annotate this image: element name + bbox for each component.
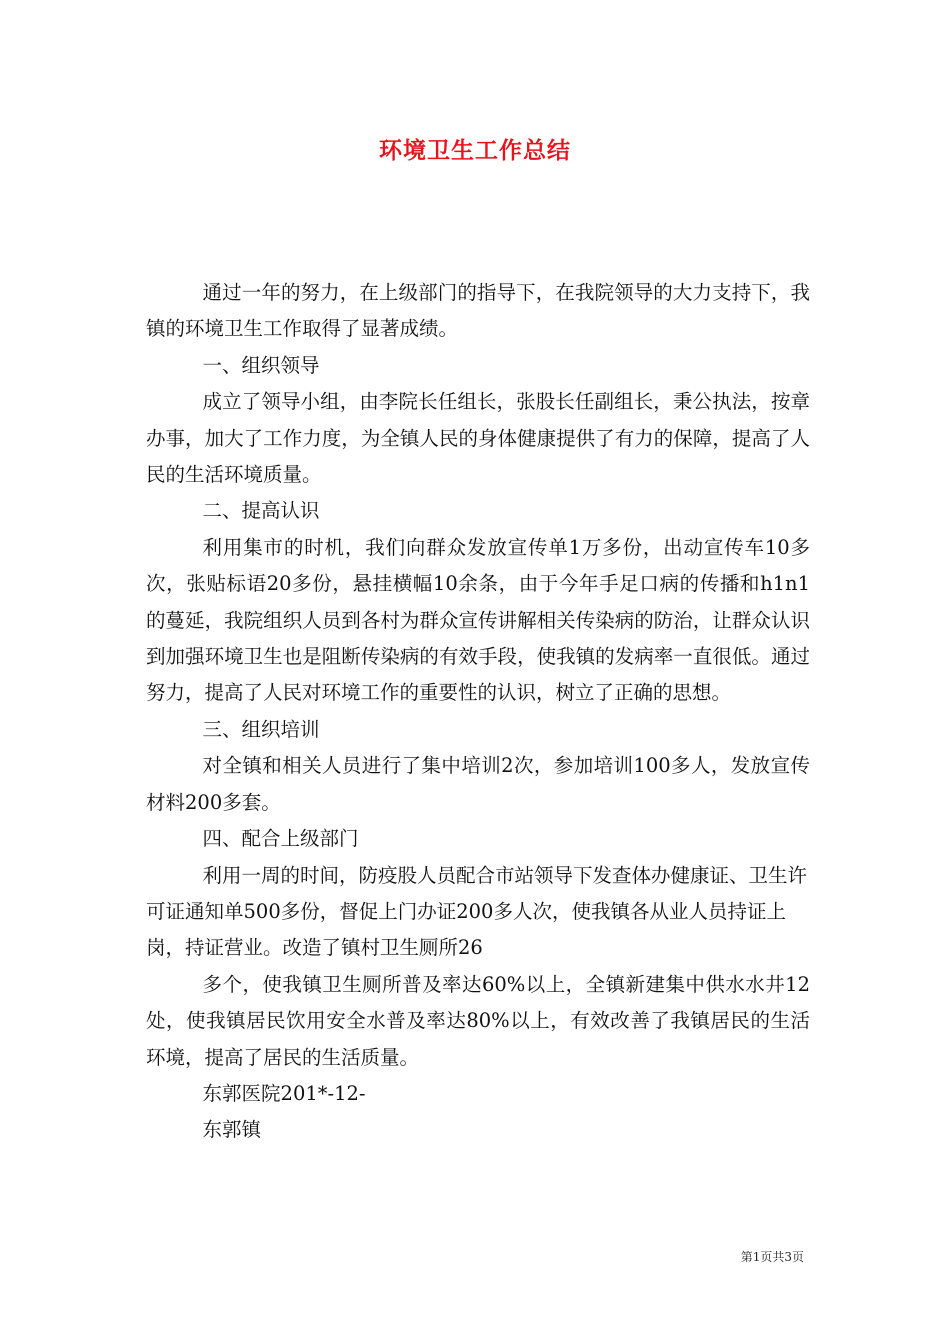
document-body [146,275,810,1149]
page-number: 第1页共3页 [740,1250,804,1264]
section-heading-4: 四、配合上级部门 [202,827,359,851]
paragraph-section-3: 对全镇和相关人员进行了集中培训2次，参加培训100多人，发放宣传材料200多套。 [146,754,810,814]
paragraph-section-4b: 多个，使我镇卫生厕所普及率达60%以上，全镇新建集中供水水井12处，使我镇居民饮用安全水普及率达80%以上，有效改善了我镇居民的生活环境，提高了居民的生活质量。 [146,972,810,1069]
section-heading-1: 一、组织领导 [202,353,320,377]
signature-organization: 东郭医院201*-12- [202,1081,366,1105]
section-heading-3: 三、组织培训 [202,717,320,741]
paragraph-section-2: 利用集市的时机，我们向群众发放宣传单1万多份，出动宣传车10多次，张贴标语20多份，悬挂横幅10余条，由于今年手足口病的传播和h1n1的蔓延，我院组织人员到各村为群众宣传讲解相关传染病的防治，让群众认识到加强环境卫生也是阻断传染病的有效手段，使我镇的发病率一直很低。通过努力，提高了人民对环境工作的重要性的认识，树立了正确的思想。 [146,535,810,705]
paragraph-section-1: 成立了领导小组，由李院长任组长，张股长任副组长，秉公执法，按章办事，加大了工作力度，为全镇人民的身体健康提供了有力的保障，提高了人民的生活环境质量。 [146,390,810,487]
document-title: 环境卫生工作总结 [379,138,571,164]
paragraph-intro: 通过一年的努力，在上级部门的指导下，在我院领导的大力支持下，我镇的环境卫生工作取得了显著成绩。 [146,281,810,341]
section-heading-2: 二、提高认识 [202,499,320,523]
paragraph-section-4a: 利用一周的时间，防疫股人员配合市站领导下发查体办健康证、卫生许可证通知单500多份，督促上门办证200多人次，使我镇各从业人员持证上岗，持证营业。改造了镇村卫生厕所26 [146,863,808,960]
signature-town: 东郭镇 [202,1118,262,1142]
